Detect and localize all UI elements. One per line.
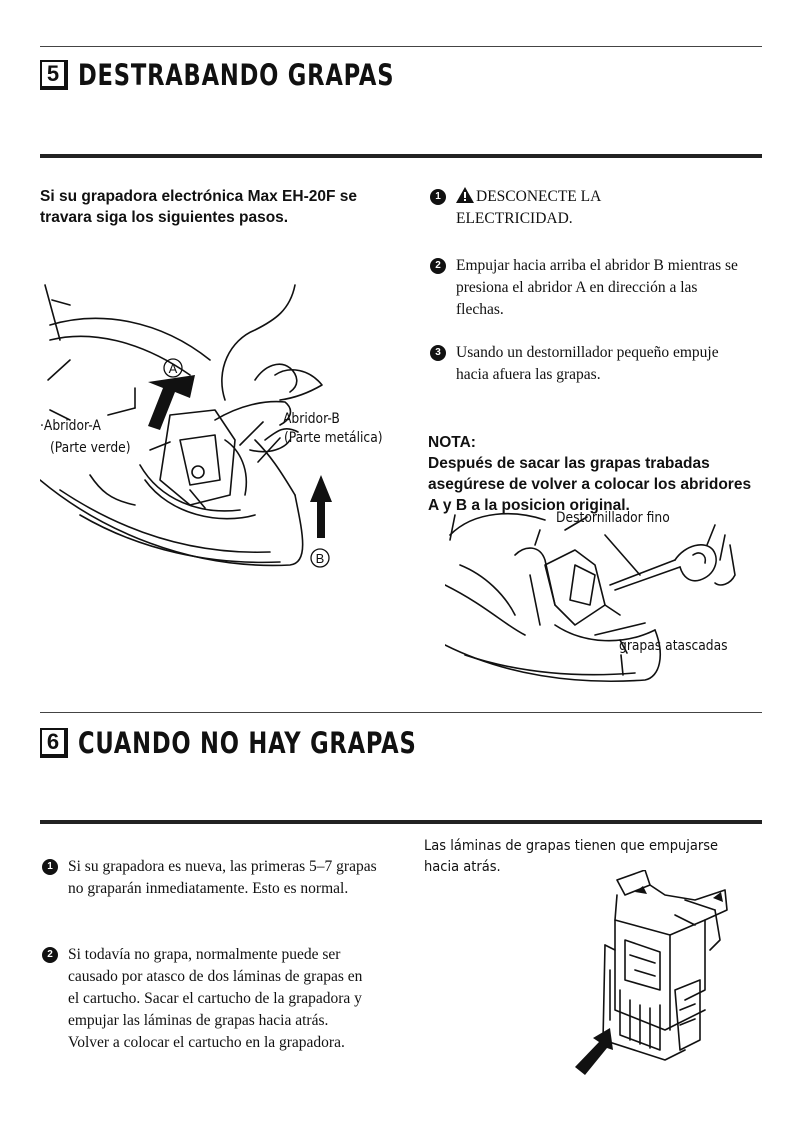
- warning-icon: [456, 187, 474, 203]
- step-5-2: [430, 255, 746, 321]
- destornillador-label: Destornillador fino: [556, 510, 670, 526]
- abridor-a-label: ·Abridor-A: [40, 418, 101, 434]
- step-6-1: [42, 856, 388, 900]
- step-bullet: 1: [430, 189, 446, 205]
- section-6-header: [40, 726, 512, 760]
- step-5-3: [430, 342, 726, 386]
- section-6-top-rule: [40, 712, 762, 713]
- section-6-number: 6: [40, 728, 68, 758]
- section-6-rule: [40, 820, 762, 824]
- section-5-rule: [40, 154, 762, 158]
- grapas-atascadas-label: grapas atascadas: [619, 638, 728, 654]
- step-text: Usando un destornillador pequeño empuje hacia afuera las grapas.: [456, 344, 719, 383]
- section-5-title: DESTRABANDO GRAPAS: [78, 58, 395, 92]
- step-text: DESCONECTE LA ELECTRICIDAD.: [456, 188, 601, 227]
- step-bullet: 2: [42, 947, 58, 963]
- section-5-intro: Si su grapadora electrónica Max EH-20F se travara siga los siguientes pasos.: [40, 188, 358, 226]
- step-5-1: [430, 186, 696, 230]
- top-rule: [40, 46, 762, 47]
- nota-label: NOTA:: [428, 434, 476, 451]
- step-text: Si su grapadora es nueva, las primeras 5–7 grapas no graparán inmediatamente. Esto es normal.: [68, 858, 377, 897]
- step-text: Si todavía no grapa, normalmente puede ser causado por atasco de dos láminas de grapas en el cartucho. Sacar el cartucho de la grapadora y empujar las láminas de grapas hacia atrás. Volver a colocar el cartucho en la grapadora.: [68, 946, 363, 1051]
- label-b: B: [315, 551, 325, 566]
- section-6-title: CUANDO NO HAY GRAPAS: [78, 726, 417, 760]
- parte-metalica-label: (Parte metálica): [284, 430, 383, 446]
- section-5-header: [40, 58, 483, 92]
- step-text: Empujar hacia arriba el abridor B mientras se presiona el abridor A en dirección a las flechas.: [456, 257, 738, 318]
- screwdriver-illustration: [445, 505, 745, 690]
- abridor-b-label: Abridor-B: [283, 411, 340, 427]
- section-6-note: Las láminas de grapas tienen que empujarse hacia atrás.: [424, 838, 719, 875]
- cartridge-illustration: [555, 870, 735, 1085]
- label-a: A: [168, 361, 178, 376]
- step-bullet: 3: [430, 345, 446, 361]
- parte-verde-label: (Parte verde): [50, 440, 131, 456]
- nota-text: Después de sacar las grapas trabadas asegúrese de volver a colocar los abridores A y B a la posicion original.: [428, 455, 752, 514]
- section-5-number: 5: [40, 60, 68, 90]
- step-bullet: 1: [42, 859, 58, 875]
- step-bullet: 2: [430, 258, 446, 274]
- step-6-2: [42, 944, 368, 1054]
